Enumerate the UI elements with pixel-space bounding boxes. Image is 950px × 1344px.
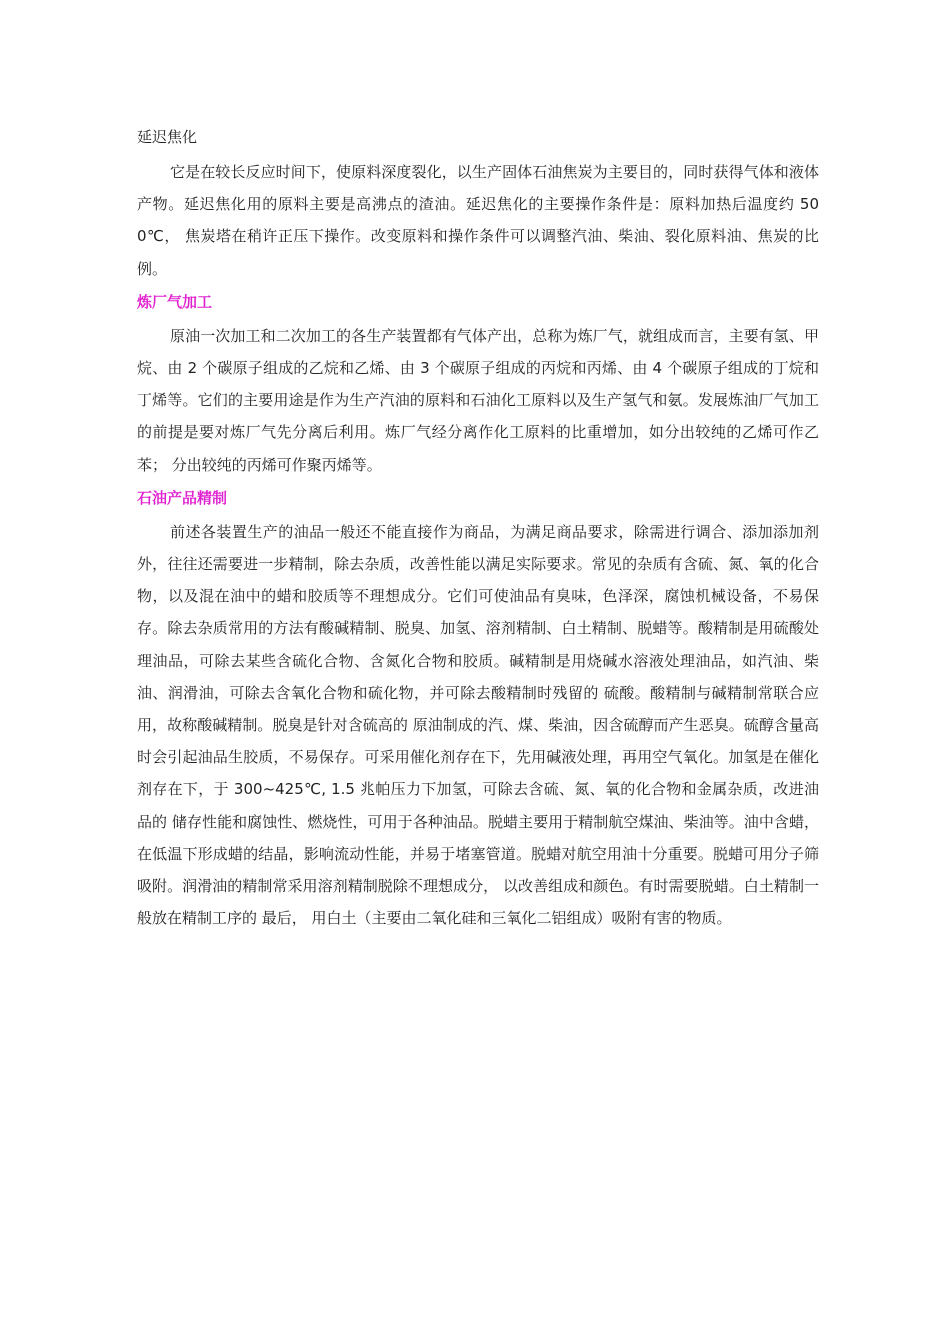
paragraph-petroleum-product-refining: 前述各装置生产的油品一般还不能直接作为商品，为满足商品要求，除需进行调合、添加添加剂外，往往还需要进一步精制，除去杂质，改善性能以满足实际要求。常见的杂质有含硫、氮、氧的化合物，以及混在油中的蜡和胶质等不理想成分。它们可使油品有臭味，色泽深，腐蚀机械设备，不易保存。除去杂质常用的方法有酸碱精制、脱臭、加氢、溶剂精制、白土精制、脱蜡等。酸精制是用硫酸处理油品，可除去某些含硫化合物、含氮化合物和胶质。碱精制是用烧碱水溶液处理油品，如汽油、柴油、润滑油，可除去含氧化合物和硫化物，并可除去酸精制时残留的 硫酸。酸精制与碱精制常联合应用，故称酸碱精制。脱臭是针对含硫高的 原油制成的汽、煤、柴油，因含硫醇而产生恶臭。硫醇含量高时会引起油品生胶质，不易保存。可采用催化剂存在下，先用碱液处理，再用空气氧化。加氢是在催化剂存在下，于 300~425℃, 1.5 兆帕压力下加氢，可除去含硫、氮、氧的化合物和金属杂质，改进油品的 储存性能和腐蚀性、燃烧性，可用于各种油品。脱蜡主要用于精制航空煤油、柴油等。油中含蜡，在低温下形成蜡的结晶，影响流动性能，并易于堵塞管道。脱蜡对航空用油十分重要。脱蜡可用分子筛吸附。润滑油的精制常采用溶剂精制脱除不理想成分， 以改善组成和颜色。有时需要脱蜡。白土精制一般放在精制工序的 最后， 用白土（主要由二氧化硅和三氧化二铝组成）吸附有害的物质。 bbox=[137, 522, 819, 928]
paragraph-refinery-gas-processing: 原油一次加工和二次加工的各生产装置都有气体产出，总称为炼厂气，就组成而言，主要有氢、甲烷、由 2 个碳原子组成的乙烷和乙烯、由 3 个碳原子组成的丙烷和丙烯、由 4 个碳原子组成的丁烷和丁烯等。它们的主要用途是作为生产汽油的原料和石油化工原料以及生产氢气和氨。发展炼油厂气加工的前提是要对炼厂气先分离后利用。炼厂气经分离作化工原料的比重增加，如分出较纯的乙烯可作乙苯； 分出较纯的丙烯可作聚丙烯等。 bbox=[137, 326, 819, 474]
paragraph-delayed-coking: 它是在较长反应时间下，使原料深度裂化，以生产固体石油焦炭为主要目的，同时获得气体和液体产物。延迟焦化用的原料主要是高沸点的渣油。延迟焦化的主要操作条件是：原料加热后温度约 500℃， 焦炭塔在稍许正压下操作。改变原料和操作条件可以调整汽油、柴油、裂化原料油、焦炭的比例。 bbox=[137, 163, 819, 278]
heading-delayed-coking: 延迟焦化 bbox=[137, 128, 198, 146]
heading-petroleum-product-refining: 石油产品精制 bbox=[137, 488, 228, 507]
document-body bbox=[137, 124, 819, 938]
heading-refinery-gas-processing: 炼厂气加工 bbox=[137, 292, 213, 311]
